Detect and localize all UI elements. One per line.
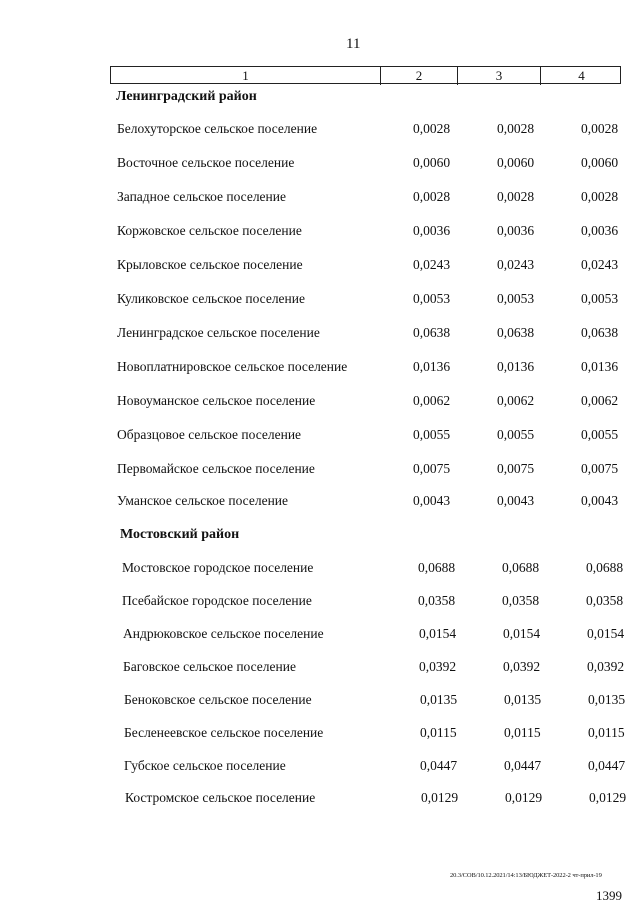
row-name: Белохуторское сельское поселение	[117, 121, 318, 136]
row-value-col2: 0,0028	[413, 121, 451, 136]
row-name: Бесленеевское сельское поселение	[124, 725, 324, 740]
table-row	[124, 758, 640, 774]
table-row	[124, 692, 640, 708]
row-value-col3: 0,0055	[497, 427, 535, 442]
row-name: Андрюковское сельское поселение	[123, 626, 324, 641]
page-number: 11	[346, 36, 361, 52]
row-name: Псебайское городское поселение	[122, 593, 312, 608]
row-value-col2: 0,0358	[418, 593, 456, 608]
row-value-col2: 0,0154	[419, 626, 457, 641]
table-header	[110, 66, 621, 84]
row-name: Образцовое сельское поселение	[117, 427, 302, 442]
row-value-col2: 0,0060	[413, 155, 451, 170]
row-value-col4: 0,0036	[581, 223, 619, 238]
row-value-col3: 0,0392	[503, 659, 541, 674]
row-value-col2: 0,0135	[420, 692, 458, 707]
row-value-col3: 0,0447	[504, 758, 542, 773]
row-name: Первомайское сельское поселение	[117, 461, 315, 476]
table-row	[117, 121, 640, 137]
row-name: Губское сельское поселение	[124, 758, 286, 773]
row-value-col4: 0,0115	[588, 725, 625, 740]
row-value-col3: 0,0136	[497, 359, 535, 374]
row-value-col4: 0,0358	[586, 593, 624, 608]
table-row	[117, 257, 640, 273]
row-name: Западное сельское поселение	[117, 189, 286, 204]
row-value-col2: 0,0053	[413, 291, 451, 306]
row-value-col2: 0,0055	[413, 427, 451, 442]
row-value-col4: 0,0028	[581, 189, 619, 204]
row-value-col3: 0,0688	[502, 560, 540, 575]
row-value-col4: 0,0135	[588, 692, 626, 707]
row-value-col2: 0,0688	[418, 560, 456, 575]
row-value-col2: 0,0392	[419, 659, 457, 674]
table-row	[124, 725, 640, 741]
table-row	[117, 291, 640, 307]
row-value-col3: 0,0053	[497, 291, 535, 306]
table-row	[117, 461, 640, 477]
row-value-col2: 0,0115	[420, 725, 457, 740]
row-value-col4: 0,0053	[581, 291, 619, 306]
row-name: Ленинградское сельское поселение	[117, 325, 320, 340]
row-value-col3: 0,0075	[497, 461, 535, 476]
row-name: Крыловское сельское поселение	[117, 257, 303, 272]
table-row	[123, 626, 640, 642]
table-row	[122, 593, 640, 609]
row-name: Мостовское городское поселение	[122, 560, 314, 575]
row-value-col4: 0,0392	[587, 659, 625, 674]
row-value-col4: 0,0060	[581, 155, 619, 170]
header-col-4: 4	[578, 68, 585, 83]
row-value-col2: 0,0447	[420, 758, 458, 773]
table-row	[117, 493, 640, 509]
row-value-col2: 0,0043	[413, 493, 451, 508]
row-value-col4: 0,0055	[581, 427, 619, 442]
row-value-col2: 0,0028	[413, 189, 451, 204]
row-value-col3: 0,0028	[497, 189, 535, 204]
row-value-col4: 0,0129	[589, 790, 627, 805]
row-name: Восточное сельское поселение	[117, 155, 295, 170]
table-row	[117, 223, 640, 239]
row-value-col2: 0,0638	[413, 325, 451, 340]
row-value-col3: 0,0154	[503, 626, 541, 641]
district-title-leningradsky: Ленинградский район	[116, 89, 257, 104]
header-col-3: 3	[458, 67, 541, 85]
row-value-col3: 0,0129	[505, 790, 543, 805]
row-name: Новоуманское сельское поселение	[117, 393, 316, 408]
table-row	[117, 359, 640, 375]
document-code: 20.3/СОВ/10.12.2021/14:13/БЮДЖЕТ-2022-2 чт-прил-19	[450, 872, 602, 879]
row-value-col3: 0,0638	[497, 325, 535, 340]
row-value-col4: 0,0688	[586, 560, 624, 575]
table-row	[122, 560, 640, 576]
row-value-col3: 0,0135	[504, 692, 542, 707]
row-value-col3: 0,0060	[497, 155, 535, 170]
row-value-col3: 0,0036	[497, 223, 535, 238]
row-value-col4: 0,0638	[581, 325, 619, 340]
row-value-col4: 0,0154	[587, 626, 625, 641]
row-value-col2: 0,0129	[421, 790, 459, 805]
row-value-col4: 0,0062	[581, 393, 619, 408]
table-row	[125, 790, 640, 806]
table-row	[123, 659, 640, 675]
row-value-col2: 0,0036	[413, 223, 451, 238]
row-value-col3: 0,0062	[497, 393, 535, 408]
row-value-col2: 0,0136	[413, 359, 451, 374]
row-name: Беноковское сельское поселение	[124, 692, 312, 707]
row-name: Костромское сельское поселение	[125, 790, 316, 805]
row-value-col4: 0,0243	[581, 257, 619, 272]
header-col-2: 2	[381, 67, 458, 85]
row-value-col4: 0,0075	[581, 461, 619, 476]
table-row	[117, 189, 640, 205]
district-title-mostovsky: Мостовский район	[120, 527, 240, 542]
table-row	[117, 325, 640, 341]
row-value-col3: 0,0115	[504, 725, 541, 740]
row-value-col4: 0,0043	[581, 493, 619, 508]
footer-page-number: 1399	[596, 888, 622, 903]
row-value-col3: 0,0358	[502, 593, 540, 608]
row-value-col2: 0,0243	[413, 257, 451, 272]
row-name: Новоплатнировское сельское поселение	[117, 359, 348, 374]
row-name: Коржовское сельское поселение	[117, 223, 302, 238]
table-row	[117, 155, 640, 171]
row-name: Баговское сельское поселение	[123, 659, 296, 674]
row-value-col4: 0,0447	[588, 758, 626, 773]
table-row	[117, 393, 640, 409]
row-value-col3: 0,0043	[497, 493, 535, 508]
table-row	[117, 427, 640, 443]
row-value-col3: 0,0028	[497, 121, 535, 136]
header-col-1: 1	[111, 67, 381, 85]
row-value-col2: 0,0075	[413, 461, 451, 476]
row-value-col3: 0,0243	[497, 257, 535, 272]
row-name: Куликовское сельское поселение	[117, 291, 305, 306]
row-value-col2: 0,0062	[413, 393, 451, 408]
row-name: Уманское сельское поселение	[117, 493, 289, 508]
row-value-col4: 0,0136	[581, 359, 619, 374]
row-value-col4: 0,0028	[581, 121, 619, 136]
